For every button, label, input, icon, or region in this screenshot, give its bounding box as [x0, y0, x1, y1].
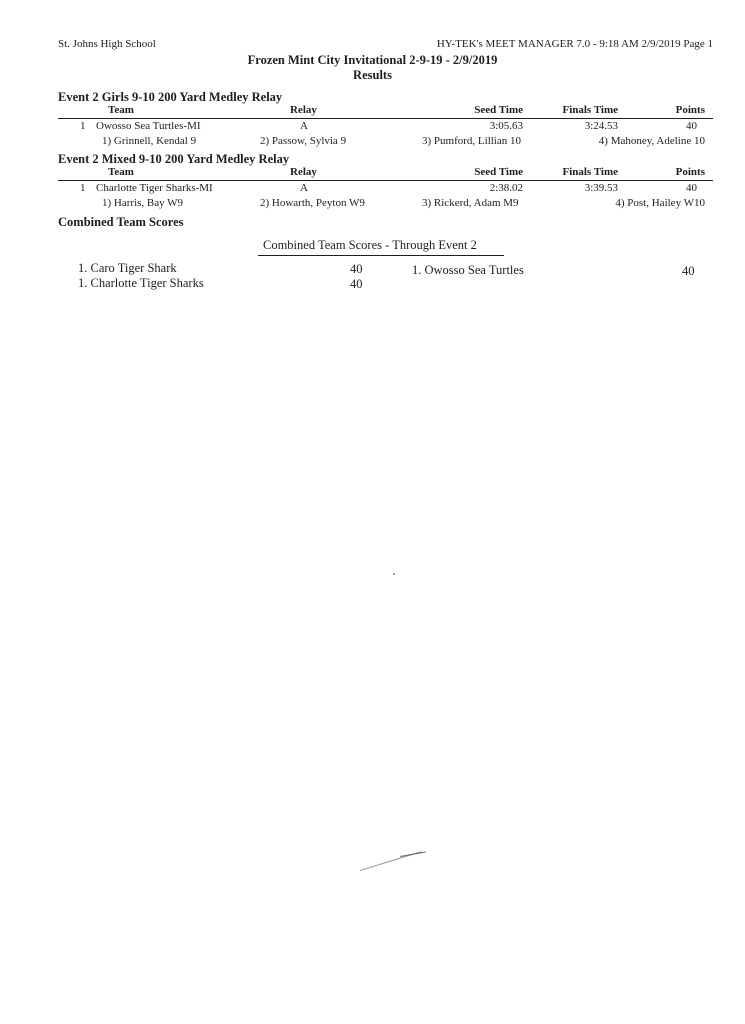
- result-relay: A: [300, 120, 308, 132]
- swimmer-3: 3) Pumford, Lillian 10: [422, 135, 521, 147]
- event-title: Event 2 Girls 9-10 200 Yard Medley Relay: [58, 90, 283, 104]
- result-place: 1: [80, 182, 86, 194]
- col-header-finals-time: Finals Time: [562, 166, 618, 178]
- swimmer-4: 4) Mahoney, Adeline 10: [598, 135, 705, 147]
- swimmer-4: 4) Post, Hailey W10: [615, 197, 705, 209]
- score-value: 40: [350, 262, 363, 276]
- col-header-finals-time: Finals Time: [562, 104, 618, 116]
- scan-mark: [400, 851, 426, 856]
- result-points: 40: [686, 120, 697, 132]
- header-rule: [58, 118, 713, 119]
- result-team: Charlotte Tiger Sharks-MI: [96, 182, 213, 194]
- school-name: St. Johns High School: [58, 38, 156, 50]
- score-value: 40: [682, 264, 695, 278]
- swimmer-3: 3) Rickerd, Adam M9: [422, 197, 519, 209]
- col-header-team: Team: [108, 104, 134, 116]
- col-header-points: Points: [675, 166, 705, 178]
- col-header-points: Points: [675, 104, 705, 116]
- event-title: Event 2 Mixed 9-10 200 Yard Medley Relay: [58, 152, 290, 166]
- score-team: 1. Caro Tiger Shark: [78, 261, 177, 275]
- scan-speck: [393, 573, 395, 575]
- software-info: HY-TEK's MEET MANAGER 7.0 - 9:18 AM 2/9/2019 Page 1: [436, 38, 713, 50]
- result-place: 1: [80, 120, 86, 132]
- result-finals-time: 3:39.53: [584, 182, 618, 194]
- swimmer-2: 2) Howarth, Peyton W9: [260, 197, 365, 209]
- result-team: Owosso Sea Turtles-MI: [96, 120, 201, 132]
- result-seed-time: 3:05.63: [489, 120, 523, 132]
- result-seed-time: 2:38.02: [489, 182, 523, 194]
- swimmer-1: 1) Harris, Bay W9: [102, 197, 184, 209]
- meet-title: Frozen Mint City Invitational 2-9-19 - 2/9/2019: [247, 53, 498, 67]
- col-header-seed-time: Seed Time: [474, 104, 523, 116]
- page-subtitle: Results: [353, 68, 392, 82]
- result-points: 40: [686, 182, 697, 194]
- score-team: 1. Charlotte Tiger Sharks: [78, 276, 204, 290]
- col-header-team: Team: [108, 166, 134, 178]
- table-title-rule: [258, 255, 504, 256]
- col-header-relay: Relay: [290, 104, 317, 116]
- result-finals-time: 3:24.53: [584, 120, 618, 132]
- col-header-seed-time: Seed Time: [474, 166, 523, 178]
- swimmer-1: 1) Grinnell, Kendal 9: [102, 135, 197, 147]
- combined-scores-table-title: Combined Team Scores - Through Event 2: [263, 238, 477, 252]
- score-team: 1. Owosso Sea Turtles: [412, 263, 524, 277]
- swimmer-2: 2) Passow, Sylvia 9: [260, 135, 347, 147]
- header-rule: [58, 180, 713, 181]
- score-value: 40: [350, 277, 363, 291]
- col-header-relay: Relay: [290, 166, 317, 178]
- result-relay: A: [300, 182, 308, 194]
- combined-scores-heading: Combined Team Scores: [58, 215, 184, 229]
